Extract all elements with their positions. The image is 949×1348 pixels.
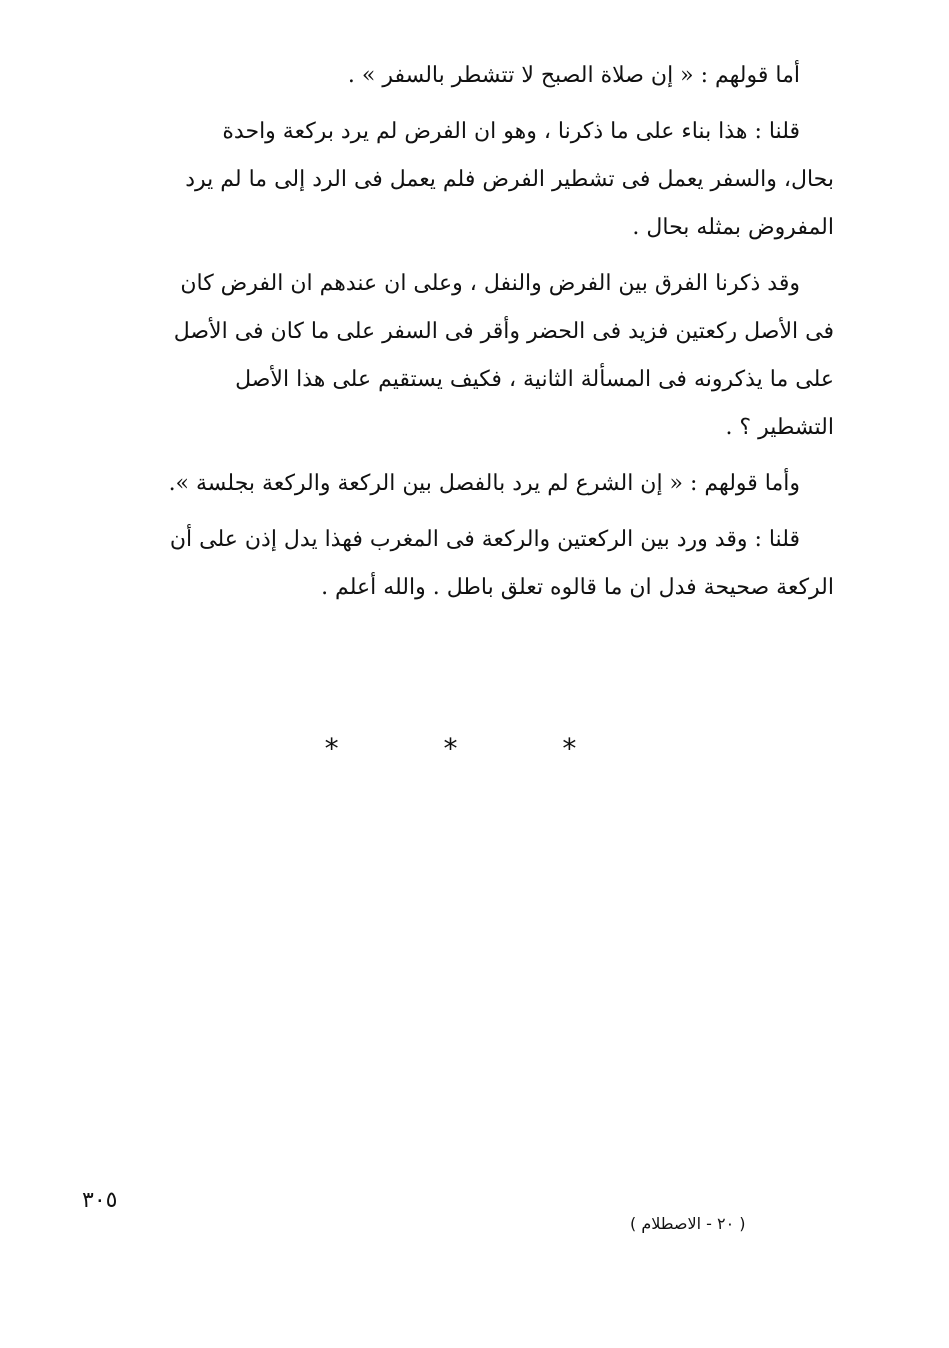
paragraph-1-line-1: أما قولهم : « إن صلاة الصبح لا تتشطر بالسفر » . <box>347 63 800 88</box>
paragraph-3-line-4: التشطير ؟ . <box>725 415 834 440</box>
section-separator: * * * <box>324 732 625 765</box>
page-number: ٣٠٥ <box>82 1188 118 1213</box>
paragraph-4-line-1: وأما قولهم : « إن الشرع لم يرد بالفصل بين الركعة والركعة بجلسة ». <box>168 471 800 496</box>
footer-signature: ( ٢٠ - الاصطلام ) <box>630 1214 746 1233</box>
paragraph-3-line-3: على ما يذكرونه فى المسألة الثانية ، فكيف يستقيم على هذا الأصل <box>235 367 834 392</box>
paragraph-3-line-1: وقد ذكرنا الفرق بين الفرض والنفل ، وعلى ان عندهم ان الفرض كان <box>180 271 800 296</box>
paragraph-2-line-3: المفروض بمثله بحال . <box>632 215 834 240</box>
paragraph-5-line-1: قلنا : وقد ورد بين الركعتين والركعة فى المغرب فهذا يدل إذن على أن <box>169 527 800 552</box>
body-text <box>118 52 834 612</box>
paragraph-3-line-2: فى الأصل ركعتين فزيد فى الحضر وأقر فى السفر على ما كان فى الأصل <box>173 319 834 344</box>
paragraph-2-line-2: بحال، والسفر يعمل فى تشطير الفرض فلم يعمل فى الرد إلى ما لم يرد <box>185 167 834 192</box>
paragraph-5-line-2: الركعة صحيحة فدل ان ما قالوه تعلق باطل . والله أعلم . <box>321 575 834 600</box>
paragraph-2-line-1: قلنا : هذا بناء على ما ذكرنا ، وهو ان الفرض لم يرد بركعة واحدة <box>222 119 800 144</box>
